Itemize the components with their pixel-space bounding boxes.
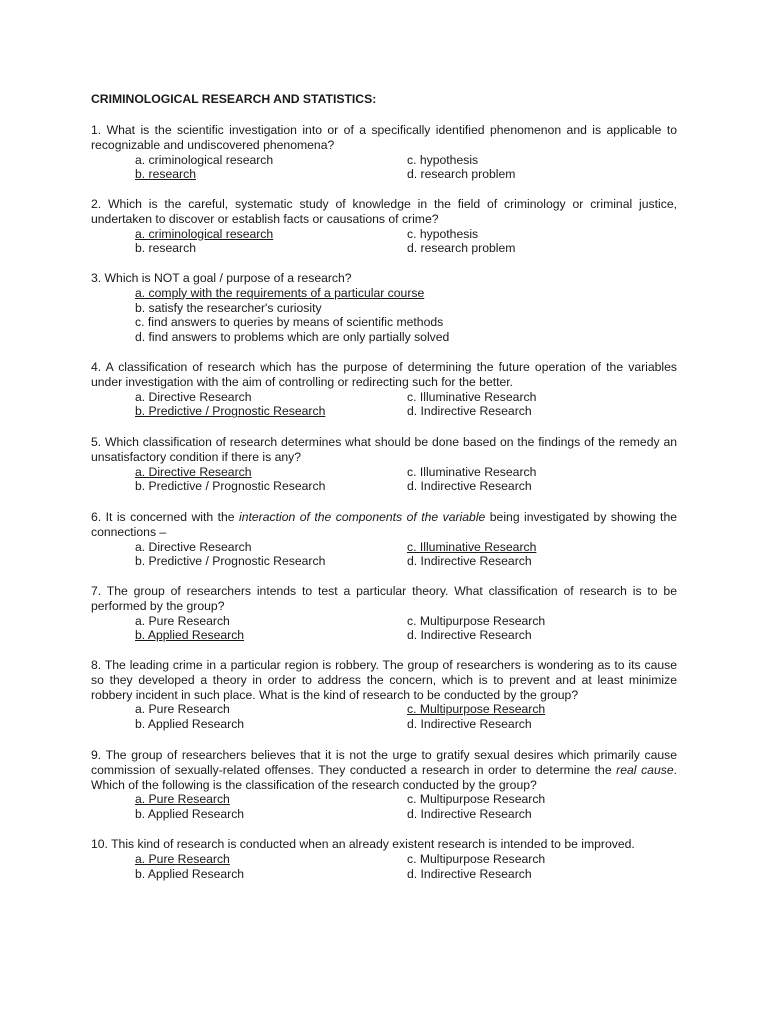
- question-stem: 7. The group of researchers intends to test a particular theory. What classification of research is to be performed by the group?: [91, 584, 677, 613]
- question-stem: 4. A classification of research which has the purpose of determining the future operation of the variables under investigation with the aim of controlling or redirecting such for the better.: [91, 360, 677, 389]
- question-stem: 8. The leading crime in a particular region is robbery. The group of researchers is wondering as to its cause so they developed a theory in order to address the concern, which is to prevent and at least minimize robbery incident in such place. What is the kind of research to be conducted by the group?: [91, 658, 677, 702]
- question-1: [91, 123, 677, 182]
- question-8: [91, 658, 677, 732]
- options: [91, 286, 677, 345]
- option-c: c. Illuminative Research: [407, 389, 537, 404]
- options: [91, 702, 677, 732]
- question-stem: 6. It is concerned with the interaction of the components of the variable being investigated by showing the connections –: [91, 510, 677, 539]
- question-stem: 5. Which classification of research determines what should be done based on the findings of the remedy an unsatisfactory condition if there is any?: [91, 435, 677, 464]
- options: [91, 540, 677, 570]
- option-d: d. research problem: [407, 167, 516, 182]
- option-c: c. hypothesis: [407, 152, 479, 167]
- option-b: b. Predictive / Prognostic Research: [135, 554, 326, 569]
- question-stem: 1. What is the scientific investigation into or of a specifically identified phenomenon and is applicable to recognizable and undiscovered phenomena?: [91, 123, 677, 152]
- option-b: b. satisfy the researcher's curiosity: [135, 300, 322, 315]
- option-b: b. Applied Research: [135, 717, 245, 732]
- option-a: a. Pure Research: [135, 613, 230, 628]
- option-d: d. find answers to problems which are only partially solved: [135, 330, 450, 345]
- options: [91, 614, 677, 644]
- question-stem: 9. The group of researchers believes that it is not the urge to gratify sexual desires which primarily cause commission of sexually-related offenses. They conducted a research in order to determine the real cause. Which of the following is the classification of the research conducted by the group?: [91, 748, 677, 792]
- question-5: [91, 435, 677, 494]
- question-9: [91, 748, 677, 822]
- options: [91, 792, 677, 822]
- option-b-answer: b. Applied Research: [135, 628, 245, 643]
- option-d: d. Indirective Research: [407, 554, 532, 569]
- options: [91, 153, 677, 183]
- question-stem: 2. Which is the careful, systematic study of knowledge in the field of criminology or criminal justice, undertaken to discover or establish facts or causations of crime?: [91, 197, 677, 226]
- question-7: [91, 584, 677, 643]
- italic-phrase: interaction of the components of the variable: [239, 510, 486, 524]
- option-a-answer: a. Directive Research: [135, 464, 252, 479]
- option-d: d. Indirective Research: [407, 807, 532, 822]
- question-4: [91, 360, 677, 419]
- option-a-answer: a. criminological research: [135, 226, 274, 241]
- option-c-answer: c. Multipurpose Research: [407, 702, 546, 717]
- option-c-answer: c. Illuminative Research: [407, 539, 537, 554]
- option-d: d. research problem: [407, 241, 516, 256]
- options: [91, 465, 677, 495]
- options: [91, 390, 677, 420]
- option-c: c. Multipurpose Research: [407, 613, 546, 628]
- option-c: c. hypothesis: [407, 226, 479, 241]
- document-title: CRIMINOLOGICAL RESEARCH AND STATISTICS:: [91, 92, 377, 106]
- option-a: a. Pure Research: [135, 702, 230, 717]
- question-2: [91, 197, 677, 256]
- option-d: d. Indirective Research: [407, 717, 532, 732]
- question-10: [91, 837, 677, 881]
- option-d: d. Indirective Research: [407, 866, 532, 881]
- option-d: d. Indirective Research: [407, 404, 532, 419]
- option-b: b. Applied Research: [135, 866, 245, 881]
- option-d: d. Indirective Research: [407, 479, 532, 494]
- option-a-answer: a. Pure Research: [135, 851, 230, 866]
- option-b: b. Applied Research: [135, 807, 245, 822]
- question-3: [91, 271, 677, 345]
- option-a: a. criminological research: [135, 152, 274, 167]
- option-c: c. Multipurpose Research: [407, 792, 546, 807]
- options: [91, 227, 677, 257]
- option-b-answer: b. research: [135, 167, 196, 182]
- option-a-answer: a. comply with the requirements of a particular course: [135, 285, 425, 300]
- options: [91, 852, 677, 882]
- option-d: d. Indirective Research: [407, 628, 532, 643]
- option-c: c. Illuminative Research: [407, 464, 537, 479]
- option-a: a. Directive Research: [135, 389, 252, 404]
- option-c: c. find answers to queries by means of scientific methods: [135, 315, 444, 330]
- option-b: b. research: [135, 241, 196, 256]
- option-a: a. Directive Research: [135, 539, 252, 554]
- option-b-answer: b. Predictive / Prognostic Research: [135, 404, 326, 419]
- option-b: b. Predictive / Prognostic Research: [135, 479, 326, 494]
- question-stem: 3. Which is NOT a goal / purpose of a research?: [91, 271, 352, 285]
- option-c: c. Multipurpose Research: [407, 851, 546, 866]
- question-stem: 10. This kind of research is conducted when an already existent research is intended to be improved.: [91, 837, 635, 851]
- question-6: [91, 510, 677, 569]
- italic-phrase: real cause: [616, 762, 674, 777]
- option-a-answer: a. Pure Research: [135, 792, 230, 807]
